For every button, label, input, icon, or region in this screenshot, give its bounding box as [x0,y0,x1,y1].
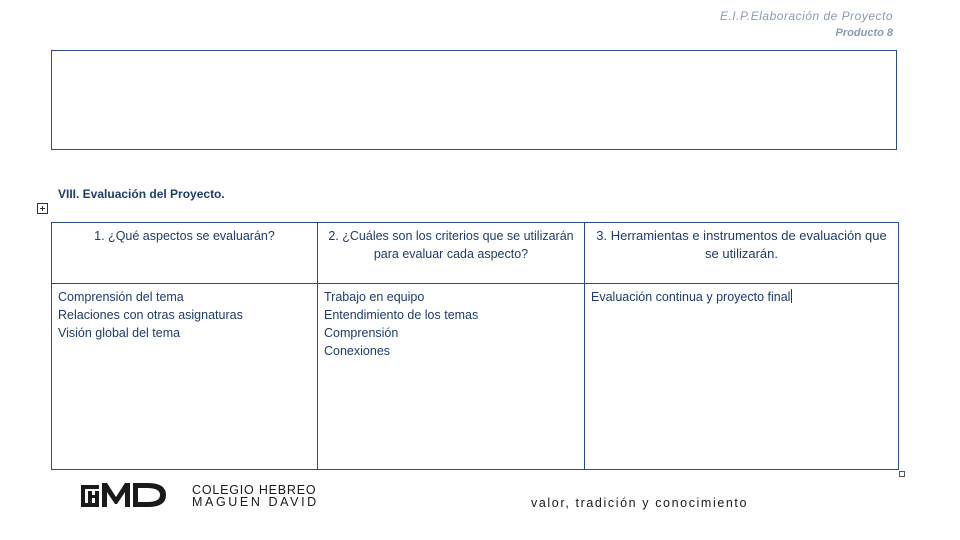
list-item: Relaciones con otras asignaturas [58,308,243,322]
header-cell-criteria[interactable]: 2. ¿Cuáles son los criterios que se utilizarán para evaluar cada aspecto? [318,223,585,284]
cell-criteria[interactable] [318,284,585,470]
text-cursor [791,289,792,303]
list-item: Evaluación continua y proyecto final [591,290,791,304]
table-move-handle-icon[interactable] [37,203,48,214]
list-item: Comprensión [324,326,399,340]
school-name-line1: COLEGIO HEBREO [192,483,317,497]
cell-aspects[interactable] [52,284,318,470]
school-motto: valor, tradición y conocimiento [531,496,749,510]
list-item: Visión global del tema [58,326,181,340]
school-name [192,484,319,508]
empty-text-box[interactable] [51,50,897,150]
evaluation-table [51,222,899,470]
list-item: Trabajo en equipo [324,290,425,304]
list-item: Comprensión del tema [58,290,184,304]
header-product-number: Producto 8 [835,27,893,39]
table-header-row [52,223,899,284]
header-project-title: E.I.P.Elaboración de Proyecto [719,9,893,23]
table-row [52,284,899,470]
section-title: VIII. Evaluación del Proyecto. [58,187,225,201]
list-item: Conexiones [324,344,391,358]
school-name-line2: MAGUEN DAVID [192,495,319,509]
list-item: Entendimiento de los temas [324,308,479,322]
table-resize-handle[interactable] [899,471,905,477]
header-cell-tools[interactable]: 3. Herramientas e instrumentos de evaluación que se utilizarán. [585,223,899,284]
cell-tools[interactable] [585,284,899,470]
school-logo [80,481,168,509]
header-cell-aspects[interactable]: 1. ¿Qué aspectos se evaluarán? [52,223,318,284]
